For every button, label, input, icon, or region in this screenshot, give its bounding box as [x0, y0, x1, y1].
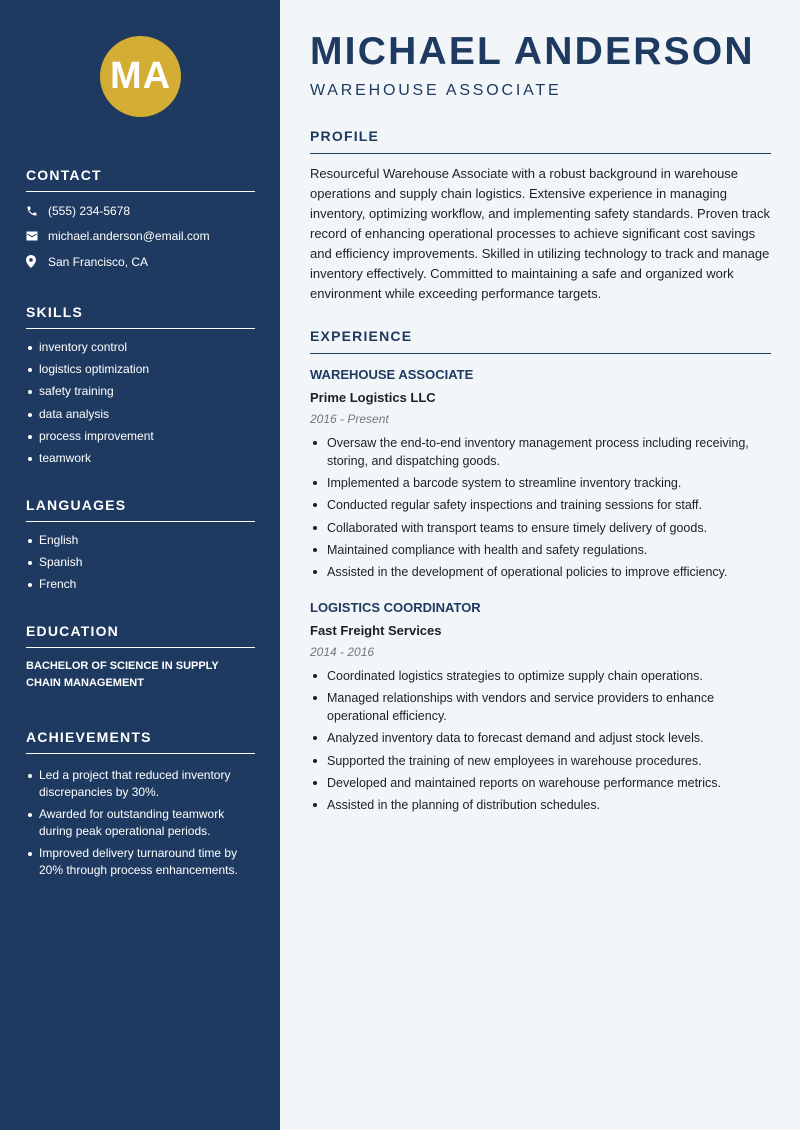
main-content [280, 0, 800, 1130]
job-company: Prime Logistics LLC [310, 390, 436, 405]
skill-item: data analysis [26, 406, 255, 423]
location-pin-icon [26, 255, 48, 268]
sidebar [0, 0, 280, 1130]
education-degree: BACHELOR OF SCIENCE IN SUPPLY CHAIN MANAGEMENT [26, 660, 219, 689]
candidate-name: MICHAEL ANDERSON [310, 30, 755, 73]
job-title: LOGISTICS COORDINATOR [310, 600, 481, 615]
contact-location [26, 249, 255, 275]
achievements-heading: ACHIEVEMENTS [26, 729, 255, 754]
job-dates: 2016 - Present [310, 412, 389, 426]
location-text: San Francisco, CA [48, 254, 149, 269]
skill-item: logistics optimization [26, 361, 255, 378]
skill-item: inventory control [26, 339, 255, 356]
job-bullet: Supported the training of new employees in warehouse procedures. [310, 752, 771, 770]
job-bullets [310, 434, 771, 581]
experience-section [310, 328, 771, 354]
profile-section [310, 128, 771, 304]
job-bullet: Coordinated logistics strategies to optimize supply chain operations. [310, 667, 771, 685]
job-bullet: Developed and maintained reports on warehouse performance metrics. [310, 774, 771, 792]
contact-section [26, 167, 255, 275]
achievements-section [26, 729, 255, 884]
job-bullet: Implemented a barcode system to streamline inventory tracking. [310, 474, 771, 492]
experience-heading: EXPERIENCE [310, 328, 771, 354]
language-item: English [26, 532, 255, 549]
job-bullet: Assisted in the planning of distribution schedules. [310, 796, 771, 814]
contact-heading: CONTACT [26, 167, 255, 192]
avatar [100, 36, 181, 117]
languages-section [26, 497, 255, 599]
languages-list [26, 532, 255, 593]
job-dates: 2014 - 2016 [310, 645, 375, 659]
job-title: WAREHOUSE ASSOCIATE [310, 367, 474, 382]
skills-list [26, 339, 255, 467]
job-bullet: Managed relationships with vendors and service providers to enhance operational efficiency. [310, 689, 771, 725]
education-section [26, 623, 255, 692]
job-bullet: Collaborated with transport teams to ensure timely delivery of goods. [310, 519, 771, 537]
skills-heading: SKILLS [26, 304, 255, 329]
education-heading: EDUCATION [26, 623, 255, 648]
job-bullet: Analyzed inventory data to forecast demand and adjust stock levels. [310, 729, 771, 747]
job-bullet: Maintained compliance with health and safety regulations. [310, 541, 771, 559]
job-entry [310, 600, 771, 818]
achievement-item: Awarded for outstanding teamwork during peak operational periods. [26, 806, 255, 840]
achievement-item: Improved delivery turnaround time by 20% through process enhancements. [26, 845, 255, 879]
phone-text: (555) 234-5678 [48, 203, 131, 218]
languages-heading: LANGUAGES [26, 497, 255, 522]
job-company: Fast Freight Services [310, 623, 442, 638]
avatar-initials: MA [109, 55, 172, 97]
achievements-list [26, 767, 255, 879]
phone-icon [26, 205, 48, 217]
email-icon [26, 231, 48, 241]
skill-item: teamwork [26, 450, 255, 467]
job-bullet: Assisted in the development of operational policies to improve efficiency. [310, 563, 771, 581]
language-item: Spanish [26, 554, 255, 571]
job-entry [310, 367, 771, 585]
achievement-item: Led a project that reduced inventory discrepancies by 30%. [26, 767, 255, 801]
email-text: michael.anderson@email.com [48, 229, 210, 244]
profile-heading: PROFILE [310, 128, 771, 154]
skill-item: safety training [26, 383, 255, 400]
candidate-role: WAREHOUSE ASSOCIATE [310, 82, 562, 99]
language-item: French [26, 576, 255, 593]
profile-text: Resourceful Warehouse Associate with a robust background in warehouse operations and supply chain logistics. Extensive experience in managing inventory, optimizing workflow, and implementing safety standards. Proven track record of enhancing operational processes to achieve significant cost savings and efficiency improvements. Skilled in utilizing technology to track and manage inventory effectively. Committed to maintaining a safe and organized work environment while exceeding performance targets. [310, 166, 771, 301]
contact-phone [26, 198, 255, 224]
job-bullet: Conducted regular safety inspections and training sessions for staff. [310, 496, 771, 514]
skills-section [26, 304, 255, 472]
skill-item: process improvement [26, 428, 255, 445]
contact-email [26, 224, 255, 250]
job-bullet: Oversaw the end-to-end inventory management process including receiving, storing, and dispatching goods. [310, 434, 771, 470]
job-bullets [310, 667, 771, 814]
